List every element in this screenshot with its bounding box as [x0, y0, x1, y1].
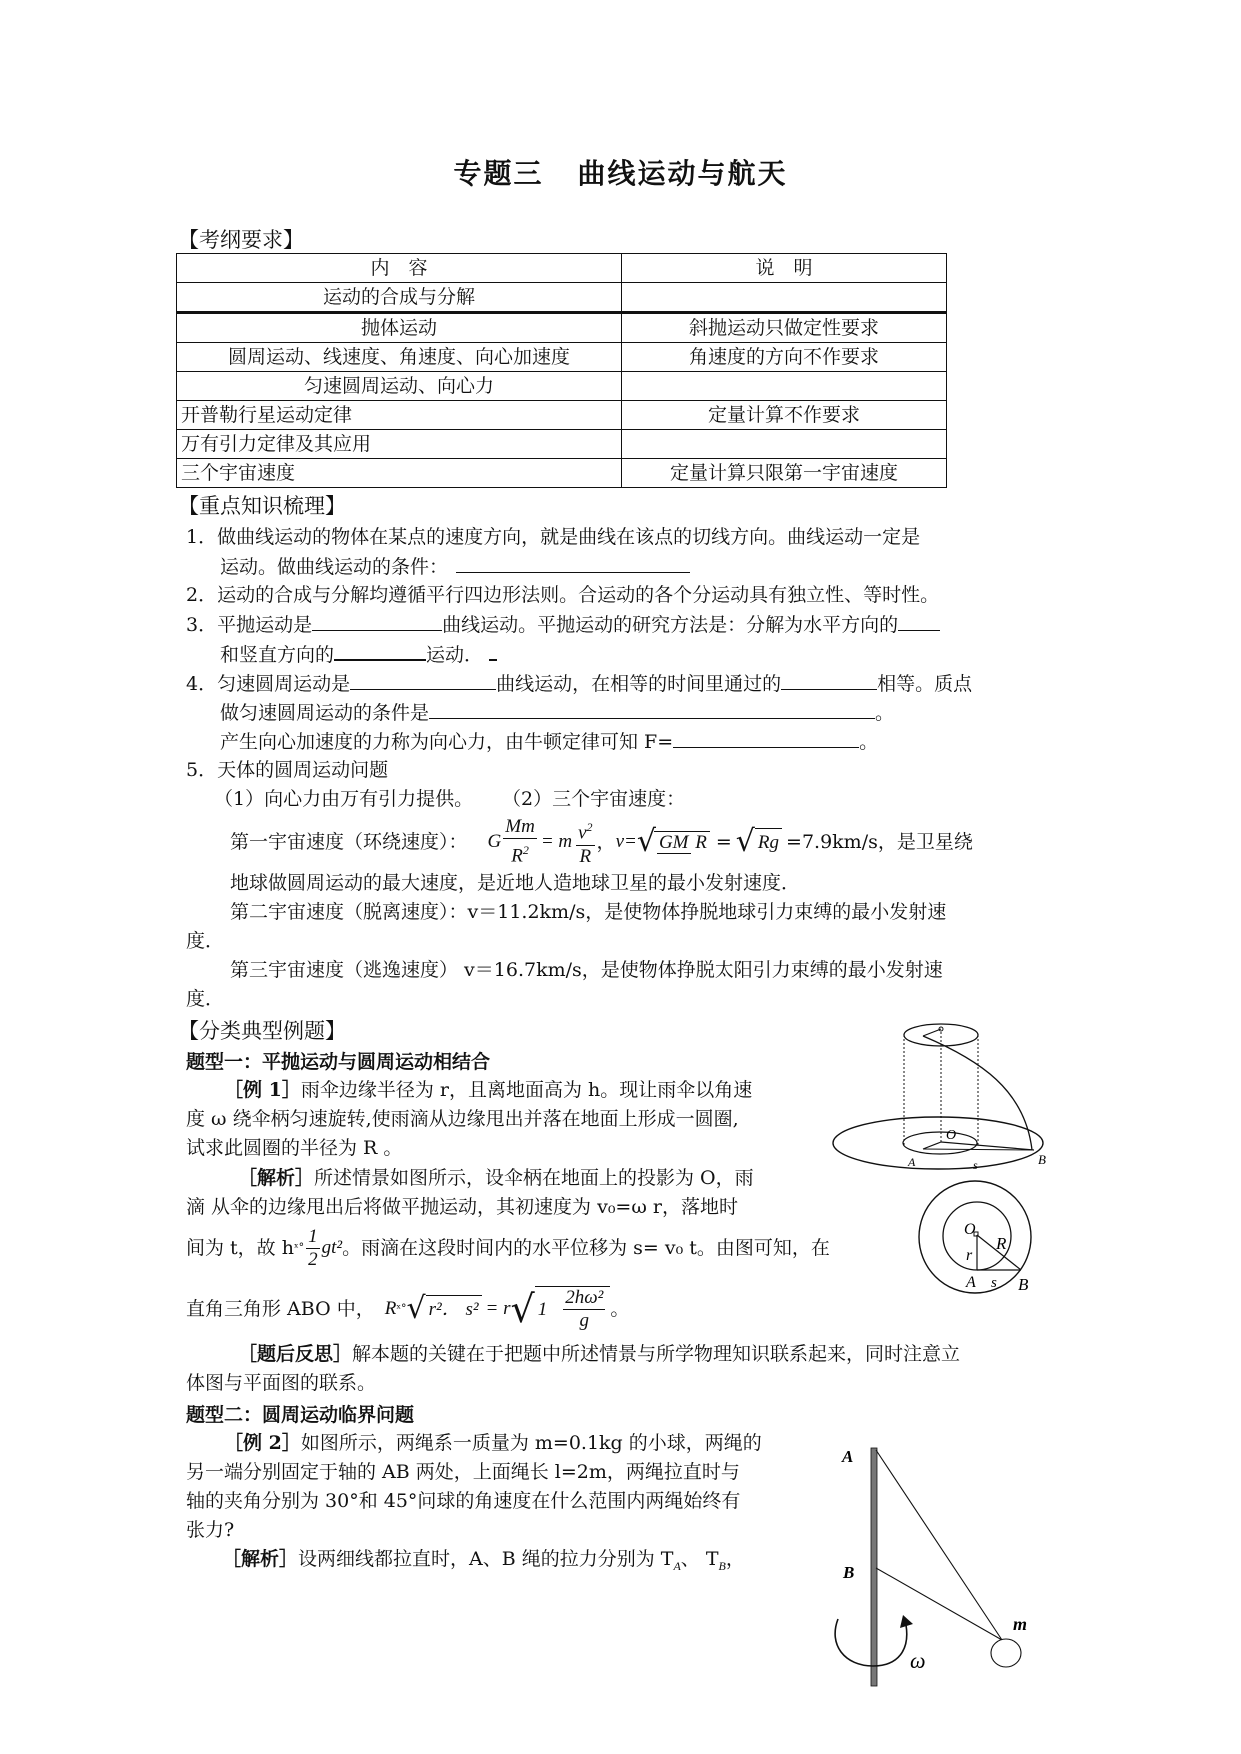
table-cell-content: 开普勒行星运动定律: [177, 401, 622, 430]
table-cell-content: 抛体运动: [177, 313, 622, 343]
subscript-b: B: [718, 1558, 726, 1573]
frac-den: R: [579, 845, 592, 867]
knowledge-item-3-cont: [220, 639, 497, 669]
answer-blank[interactable]: [334, 639, 426, 661]
exam-requirements-heading: 【考纲要求】: [178, 228, 304, 252]
example-type-1: 题型一：平抛运动与圆周运动相结合: [186, 1051, 491, 1073]
knowledge-item-4: [186, 669, 972, 698]
analysis-2-mid: 、 T: [680, 1548, 719, 1570]
answer-blank[interactable]: [429, 698, 875, 719]
example-2-line-3: 轴的夹角分别为 30°和 45°问球的角速度在什么范围内两绳始终有: [186, 1490, 741, 1512]
top-view-figure: [890, 1170, 1070, 1310]
knowledge-item-5-2: （2）三个宇宙速度：: [502, 788, 686, 810]
item1-text: 运动。做曲线运动的条件：: [220, 556, 449, 578]
label-R: R: [996, 1234, 1007, 1253]
item4-text-f: 产生向心加速度的力称为向心力，由牛顿定律可知 F=: [220, 731, 674, 753]
label-m: m: [1013, 1614, 1028, 1634]
table-row: [177, 459, 947, 488]
item4-text-d: 做匀速圆周运动的条件是: [220, 702, 430, 724]
answer-blank[interactable]: [350, 669, 496, 690]
analysis-1-line-3: [186, 1222, 830, 1274]
table-cell-note: 定量计算不作要求: [622, 401, 947, 430]
formula-v: v=: [615, 831, 637, 852]
knowledge-item-5: 5．天体的圆周运动问题: [186, 759, 389, 781]
analysis-1-line-2: 滴 从伞的边缘甩出后将做平抛运动，其初速度为 v₀=ω r，落地时: [186, 1196, 738, 1218]
example-1-text: 雨伞边缘半径为 r，且离地面高为 h。现让雨伞以角速: [300, 1079, 753, 1101]
reflection-line-2: 体图与平面图的联系。: [186, 1372, 377, 1394]
item4-text-g: 。: [859, 731, 879, 753]
table-cell-note: 角速度的方向不作要求: [622, 343, 947, 372]
reflection-tag: ［题后反思］: [238, 1343, 353, 1365]
first-cosmic-velocity: [230, 818, 973, 866]
umbrella-3d-figure: [820, 1000, 1080, 1180]
analysis-tag: ［解析］: [238, 1167, 315, 1189]
example-2-line-2: 另一端分别固定于轴的 AB 两处，上面绳长 l=2m，两绳拉直时与: [186, 1461, 740, 1483]
table-row: [177, 430, 947, 459]
analysis-2-line-1: [222, 1545, 745, 1580]
knowledge-item-5-1: （1）向心力由万有引力提供。: [214, 788, 474, 810]
third-cosmic-velocity-cont: 度．: [186, 988, 225, 1010]
title-part2: 曲线运动与航天: [577, 157, 788, 190]
table-cell-content: 运动的合成与分解: [177, 283, 622, 313]
third-cosmic-velocity: 第三宇宙速度（逃逸速度） v＝16.7km/s，是使物体挣脱太阳引力束缚的最小发射速: [230, 959, 943, 981]
table-cell-note: 斜抛运动只做定性要求: [622, 313, 947, 343]
knowledge-item-2: 2．运动的合成与分解均遵循平行四边形法则。合运动的各个分运动具有独立性、等时性。: [186, 584, 940, 606]
first-cosmic-velocity-cont: 地球做圆周运动的最大速度，是近地人造地球卫星的最小发射速度．: [230, 872, 801, 894]
table-cell-note: [622, 372, 947, 401]
item4-text-a: 4．匀速圆周运动是: [186, 673, 351, 695]
bottom-radius: [923, 1142, 941, 1149]
table-row: [177, 283, 947, 313]
sqrt-expression: [535, 1286, 611, 1332]
example-1-line-1: [224, 1076, 752, 1104]
sqrt-gm-r: [654, 831, 710, 854]
title-part1: 专题三: [453, 157, 544, 190]
top-radius: [923, 1029, 941, 1036]
second-cosmic-velocity: 第二宇宙速度（脱离速度）：v＝11.2km/s，是使物体挣脱地球引力束缚的最小发射速: [230, 901, 947, 923]
frac-num: GM: [658, 831, 689, 853]
table-header-row: [177, 254, 947, 283]
label-omega: ω: [910, 1648, 926, 1673]
ball: [991, 1639, 1021, 1667]
analysis-2-text: 设两细线都拉直时，A、B 绳的拉力分别为 T: [298, 1548, 674, 1570]
label-o: O: [964, 1221, 976, 1238]
formula-eq2: =: [715, 831, 732, 853]
frac-num: 2hω²: [565, 1287, 604, 1308]
sqrt-rg: Rg: [755, 828, 782, 857]
knowledge-item-4-force: [220, 727, 878, 756]
frac-num: Mm: [505, 816, 535, 838]
frac-den: g: [579, 1310, 590, 1331]
frac-num-v: v: [578, 822, 587, 844]
answer-blank[interactable]: [898, 610, 940, 631]
formula-eq-m: = m: [540, 831, 573, 852]
sqrt-icon: √: [636, 824, 656, 859]
table-header-note: 说 明: [622, 254, 947, 283]
reflection-line-1: [238, 1340, 960, 1368]
requirements-table: [176, 253, 947, 488]
table-row: [177, 372, 947, 401]
equals-glyph: ˣ°: [293, 1241, 305, 1254]
answer-blank[interactable]: [489, 639, 497, 661]
item3-text-d: 运动．: [426, 644, 484, 666]
formula-gt2: gt²: [321, 1237, 343, 1258]
item3-text-c: 和竖直方向的: [220, 644, 335, 666]
table-cell-note: 定量计算只限第一宇宙速度: [622, 459, 947, 488]
table-cell-note: [622, 283, 947, 313]
label-b: B: [1018, 1275, 1029, 1294]
string-b: [876, 1568, 1002, 1640]
analysis-1-text-a: 间为 t，故 h: [186, 1237, 294, 1259]
item4-text-b: 曲线运动，在相等的时间里通过的: [496, 673, 782, 695]
example-1-line-2: 度 ω 绕伞柄匀速旋转,使雨滴从边缘甩出并落在地面上形成一圆圈,: [186, 1108, 739, 1130]
label-a: A: [908, 1155, 916, 1169]
fraction-mm-r2: [503, 816, 537, 867]
knowledge-heading: 【重点知识梳理】: [178, 494, 346, 518]
frac-den: 2: [308, 1248, 318, 1270]
analysis-1-line-4: [186, 1282, 629, 1336]
page-title: [0, 152, 1241, 192]
formula-comma: ，: [596, 831, 616, 853]
answer-blank[interactable]: [312, 610, 442, 631]
label-r: r: [966, 1247, 973, 1264]
fraction-half: [306, 1226, 320, 1271]
frac-den-r: R: [511, 845, 523, 867]
label-a: A: [966, 1274, 976, 1291]
knowledge-item-4-cont: [220, 698, 894, 727]
knowledge-item-1-cont: [220, 552, 690, 581]
table-row: [177, 401, 947, 430]
example-1-tag: ［例 1］: [224, 1079, 301, 1101]
fraction-v2-r: [576, 816, 594, 867]
analysis-2-tag: ［解析］: [222, 1548, 299, 1570]
item4-text-e: 。: [875, 702, 895, 724]
equals-glyph: ˣ°: [396, 1302, 407, 1315]
answer-blank[interactable]: [781, 669, 877, 690]
sqrt-icon: √: [406, 1291, 426, 1326]
knowledge-item-1: 1．做曲线运动的物体在某点的速度方向，就是曲线在该点的切线方向。曲线运动一定是: [186, 526, 921, 548]
analysis-1-text-c: 直角三角形 ABO 中，: [186, 1298, 375, 1320]
sqrt-icon: √: [510, 1287, 535, 1331]
formula-eq-r: = r: [485, 1298, 511, 1319]
sqrt-icon: √: [735, 824, 755, 859]
table-cell-note: [622, 430, 947, 459]
example-2-line-1: [224, 1429, 762, 1457]
formula-end: 。: [610, 1298, 630, 1320]
analysis-1-text: 所述情景如图所示，设伞柄在地面上的投影为 O，雨: [314, 1167, 754, 1189]
fraction-2hw2-g: [563, 1287, 605, 1332]
table-cell-content: 三个宇宙速度: [177, 459, 622, 488]
item3-text-a: 3．平抛运动是: [186, 614, 313, 636]
table-row: [177, 313, 947, 343]
examples-heading: 【分类典型例题】: [178, 1019, 346, 1043]
frac-num: 1: [308, 1225, 318, 1247]
frac-den: R: [695, 831, 707, 853]
string-a: [876, 1450, 1002, 1640]
example-type-2: 题型二：圆周运动临界问题: [186, 1404, 415, 1426]
table-header-content: 内 容: [177, 254, 622, 283]
analysis-1-line-1: [238, 1164, 754, 1192]
label-b: B: [1038, 1152, 1046, 1167]
formula-G: G: [487, 831, 502, 852]
rotation-axis: [871, 1448, 877, 1686]
analysis-2-end: ，: [725, 1548, 745, 1570]
analysis-1-text-b: 。雨滴在这段时间内的水平位移为 s= v₀ t。由图可知，在: [342, 1237, 830, 1259]
table-cell-content: 万有引力定律及其应用: [177, 430, 622, 459]
knowledge-item-3: [186, 610, 940, 639]
label-a: A: [842, 1447, 854, 1466]
second-cosmic-velocity-cont: 度．: [186, 930, 225, 952]
example-1-line-3: 试求此圆圈的半径为 R 。: [186, 1137, 403, 1159]
table-cell-content: 圆周运动、线速度、角速度、向心加速度: [177, 343, 622, 372]
subscript-a: A: [673, 1558, 681, 1573]
frac-den: $R^2$: [511, 843, 529, 867]
item4-text-c: 相等。质点: [877, 673, 973, 695]
item3-text-b: 曲线运动。平抛运动的研究方法是：分解为水平方向的: [442, 614, 899, 636]
formula-value: =7.9km/s，是卫星绕: [786, 831, 973, 853]
formula-one: 1: [537, 1298, 548, 1320]
answer-blank[interactable]: [456, 552, 690, 573]
label-s: s: [991, 1275, 997, 1291]
frac-num: $v^2$: [576, 816, 594, 845]
v1-label: 第一宇宙速度（环绕速度）：: [230, 831, 468, 853]
table-cell-content: 匀速圆周运动、向心力: [177, 372, 622, 401]
example-2-line-4: 张力?: [186, 1519, 235, 1541]
axis-strings-figure: [810, 1420, 1060, 1700]
table-row: [177, 343, 947, 372]
formula-R: R: [384, 1298, 397, 1319]
reflection-text: 解本题的关键在于把题中所述情景与所学物理知识联系起来，同时注意立: [352, 1343, 961, 1365]
answer-blank[interactable]: [673, 727, 859, 748]
label-b: B: [843, 1563, 855, 1582]
label-o: O: [946, 1128, 957, 1143]
label-s: s: [973, 1158, 978, 1172]
example-2-text: 如图所示，两绳系一质量为 m=0.1kg 的小球，两绳的: [300, 1432, 762, 1454]
sqrt-r2-s2: r²． s²: [426, 1295, 482, 1324]
example-2-tag: ［例 2］: [224, 1432, 301, 1454]
